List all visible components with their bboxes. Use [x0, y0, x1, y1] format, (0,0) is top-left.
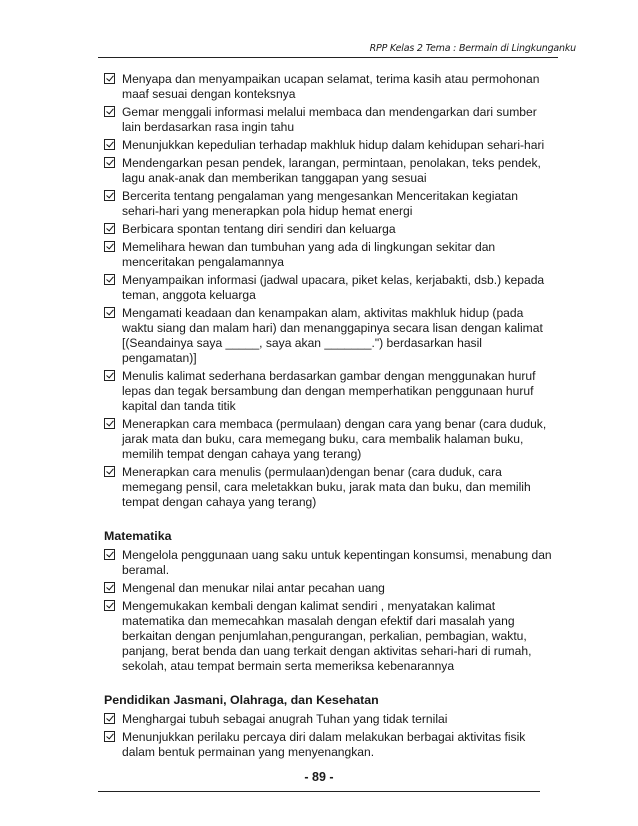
checklist-item: [104, 222, 558, 237]
checklist-item: [104, 105, 558, 135]
section-title: Matematika: [104, 529, 172, 543]
checklist-item-text: Menghargai tubuh sebagai anugrah Tuhan yang tidak ternilai: [122, 712, 448, 726]
checked-box-icon: [104, 370, 115, 381]
checklist-item: [104, 417, 558, 462]
checked-box-icon: [104, 106, 115, 117]
checklist-item-text: Menunjukkan perilaku percaya diri dalam melakukan berbagai aktivitas fisik dalam bentuk permainan yang menyenangkan.: [122, 730, 526, 759]
checklist-item: [104, 581, 558, 596]
checklist-item-text: Menerapkan cara membaca (permulaan) dengan cara yang benar (cara duduk, jarak mata dan buku, cara memegang buku, cara membalik halaman buku, memilih tempat dengan cahaya yang terang): [122, 417, 547, 461]
checked-box-icon: [104, 307, 115, 318]
checklist-item-text: Gemar menggali informasi melalui membaca dan mendengarkan dari sumber lain berdasarkan rasa ingin tahu: [122, 105, 537, 134]
checklist-item-text: Menyampaikan informasi (jadwal upacara, piket kelas, kerjabakti, dsb.) kepada teman, anggota keluarga: [122, 273, 545, 302]
header-rule: [98, 57, 558, 58]
checklist-item-text: Menunjukkan kepedulian terhadap makhluk hidup dalam kehidupan sehari-hari: [122, 138, 545, 152]
checklist-item-text: Mengemukakan kembali dengan kalimat sendiri , menyatakan kalimat matematika dan memecahkan masalah dengan efektif dari masalah yang berkaitan dengan penjumlahan,pengurangan, perkalian, pembagian, waktu, panjang, berat benda dan uang terkait dengan aktivitas sehari-hari di rumah, sekolah, atau tempat bermain serta memeriksa kebenarannya: [122, 599, 532, 673]
checklist-item: [104, 189, 558, 219]
checked-box-icon: [104, 274, 115, 285]
checklist-item-text: Menerapkan cara menulis (permulaan)dengan benar (cara duduk, cara memegang pensil, cara meletakkan buku, jarak mata dan buku, dan memilih tempat dengan cahaya yang terang): [122, 465, 531, 509]
running-header: RPP Kelas 2 Tema : Bermain di Lingkunganku: [369, 43, 576, 54]
checklist-item: [104, 465, 558, 510]
checked-box-icon: [104, 241, 115, 252]
checklist-item: [104, 712, 558, 727]
checked-box-icon: [104, 713, 115, 724]
checked-box-icon: [104, 73, 115, 84]
checked-box-icon: [104, 157, 115, 168]
checked-box-icon: [104, 190, 115, 201]
checklist-item: [104, 240, 558, 270]
checklist-item: [104, 72, 558, 102]
checklist-item: [104, 138, 558, 153]
checked-box-icon: [104, 466, 115, 477]
checklist-item: [104, 548, 558, 578]
section-title: Pendidikan Jasmani, Olahraga, dan Kesehatan: [104, 693, 379, 707]
checked-box-icon: [104, 731, 115, 742]
checklist-item-text: Mengelola penggunaan uang saku untuk kepentingan konsumsi, menabung dan beramal.: [122, 548, 552, 577]
checklist-item: [104, 369, 558, 414]
document-body: [104, 72, 558, 763]
checked-box-icon: [104, 418, 115, 429]
checklist-item-text: Memelihara hewan dan tumbuhan yang ada di lingkungan sekitar dan menceritakan pengalamannya: [122, 240, 496, 269]
checked-box-icon: [104, 600, 115, 611]
checklist-item-text: Mengenal dan menukar nilai antar pecahan uang: [122, 581, 385, 595]
checklist-item-text: Menyapa dan menyampaikan ucapan selamat, terima kasih atau permohonan maaf sesuai dengan konteksnya: [122, 72, 540, 101]
footer-rule: [98, 791, 540, 792]
checklist-item-text: Mendengarkan pesan pendek, larangan, permintaan, penolakan, teks pendek, lagu anak-anak dan memberikan tanggapan yang sesuai: [122, 156, 541, 185]
checked-box-icon: [104, 549, 115, 560]
checklist-item: [104, 306, 558, 366]
checklist-item-text: Berbicara spontan tentang diri sendiri dan keluarga: [122, 222, 396, 236]
checklist-item-text: Menulis kalimat sederhana berdasarkan gambar dengan menggunakan huruf lepas dan tegak bersambung dan dengan memperhatikan penggunaan huruf kapital dan tanda titik: [122, 369, 536, 413]
checked-box-icon: [104, 223, 115, 234]
checklist-item: [104, 273, 558, 303]
checklist-item-text: Bercerita tentang pengalaman yang mengesankan Menceritakan kegiatan sehari-hari yang menerapkan pola hidup hemat energi: [122, 189, 518, 218]
checklist-item: [104, 599, 558, 674]
page-number: - 89 -: [304, 770, 334, 784]
checklist-item: [104, 730, 558, 760]
checked-box-icon: [104, 139, 115, 150]
checklist-item: [104, 156, 558, 186]
checklist-item-text: Mengamati keadaan dan kenampakan alam, aktivitas makhluk hidup (pada waktu siang dan malam hari) dan menanggapinya secara lisan dengan kalimat [(Seandainya saya _____, saya akan _______.") berdasarkan hasil pengamatan)]: [122, 306, 543, 365]
checked-box-icon: [104, 582, 115, 593]
